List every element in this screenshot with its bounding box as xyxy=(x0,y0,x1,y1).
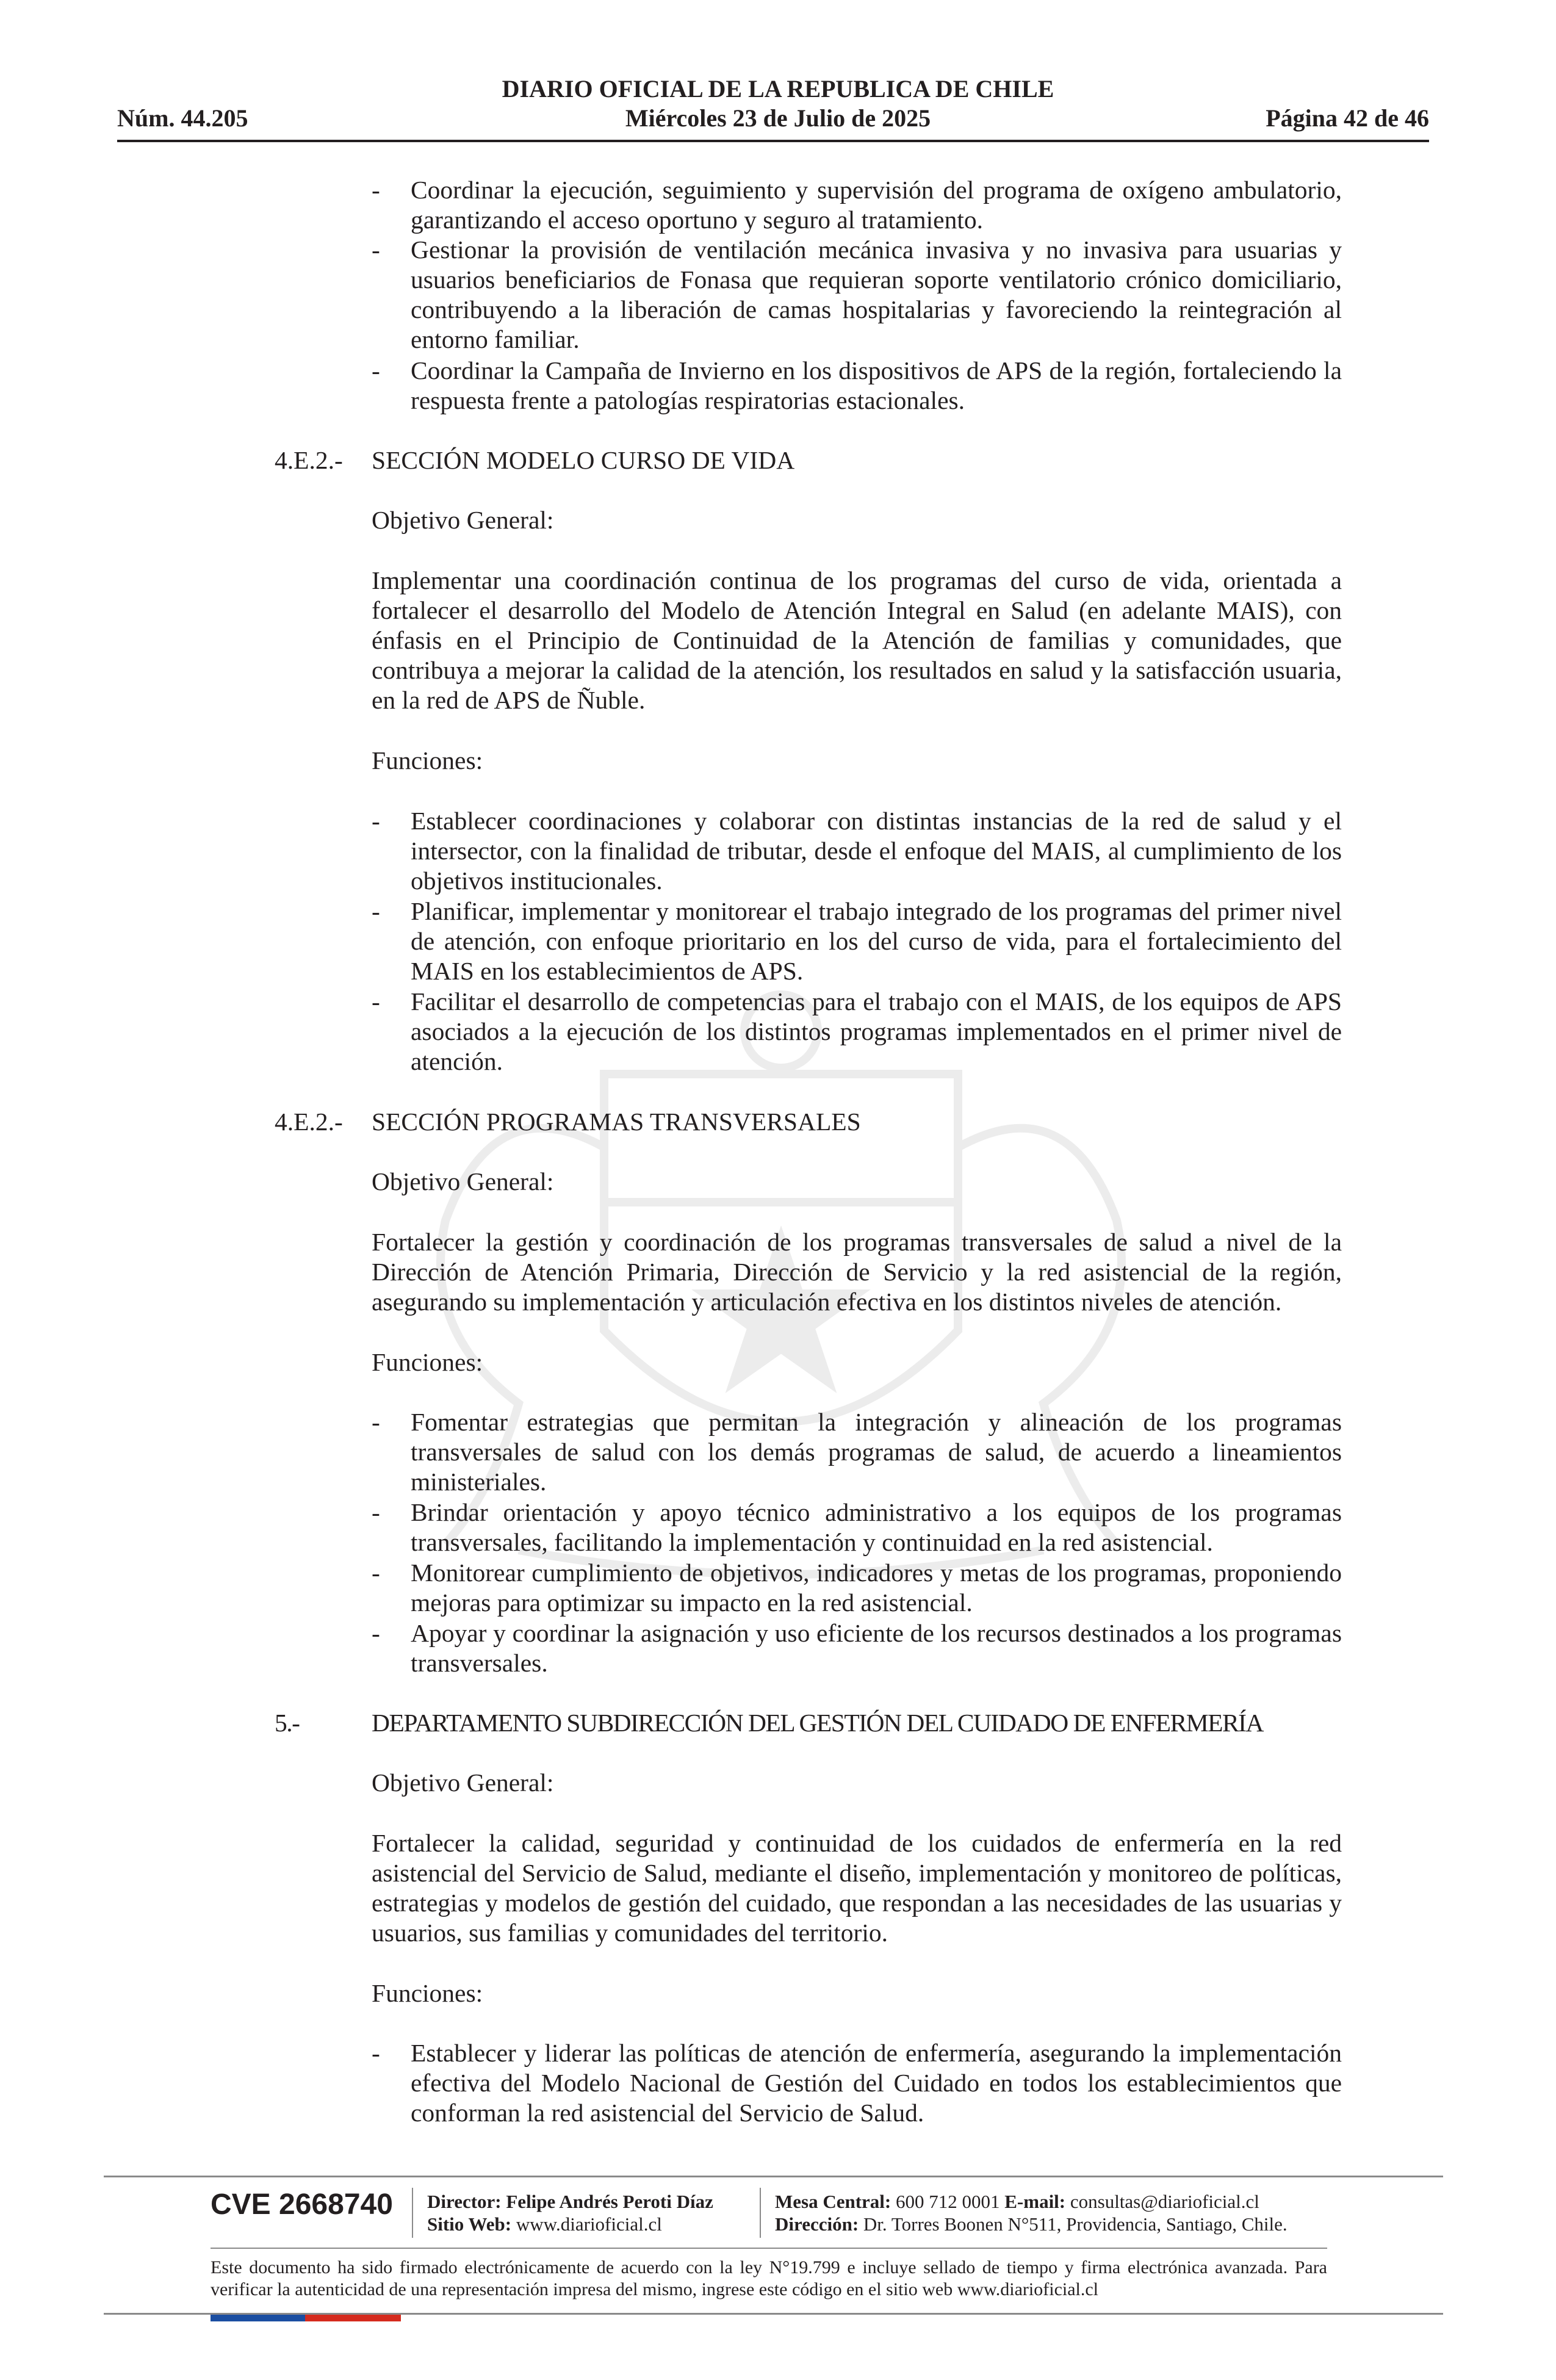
signature-note: Este documento ha sido firmado electrónicamente de acuerdo con la ley N°19.799 e incluye sellado de tiempo y firma electrónica avanzada. Para verificar la autenticidad de una representación impresa del mismo, ingrese este código en el sitio web www.diarioficial.cl xyxy=(211,2257,1327,2299)
address-line: Dirección: Dr. Torres Boonen N°511, Providencia, Santiago, Chile. xyxy=(775,2213,1288,2235)
section-title: SECCIÓN MODELO CURSO DE VIDA xyxy=(372,446,795,474)
section-title: DEPARTAMENTO SUBDIRECCIÓN DEL GESTIÓN DEL CUIDADO DE ENFERMERÍA xyxy=(372,1709,1263,1737)
cve-code: CVE 2668740 xyxy=(211,2188,393,2221)
list-item: - Establecer y liderar las políticas de atención de enfermería, asegurando la implementación efectiva del Modelo Nacional de Gestión del Cuidado en todos los establecimientos que conforman la red asistencial del Servicio de Salud. xyxy=(372,2039,1342,2127)
email-link[interactable]: consultas@diarioficial.cl xyxy=(1070,2191,1259,2212)
contact-line: Mesa Central: 600 712 0001 E-mail: consultas@diarioficial.cl xyxy=(775,2191,1259,2212)
footer-rule-inner xyxy=(211,2248,1327,2249)
objective-label: Objetivo General: xyxy=(372,506,554,534)
list-item: - Planificar, implementar y monitorear el trabajo integrado de los programas del primer nivel de atención, con enfoque prioritario en los del curso de vida, para el fortalecimiento del MAIS en los establecimientos de APS. xyxy=(372,897,1342,985)
list-item: - Coordinar la Campaña de Invierno en los dispositivos de APS de la región, fortaleciendo la respuesta frente a patologías respiratorias estacionales. xyxy=(372,356,1342,414)
list-item: - Facilitar el desarrollo de competencias para el trabajo con el MAIS, de los equipos de APS asociados a la ejecución de los distintos programas implementados en el primer nivel de atención. xyxy=(372,987,1342,1075)
list-item: - Brindar orientación y apoyo técnico administrativo a los equipos de los programas transversales, facilitando la implementación y continuidad en la red asistencial. xyxy=(372,1498,1342,1556)
page-number: Página 42 de 46 xyxy=(1266,104,1429,132)
website-link[interactable]: www.diarioficial.cl xyxy=(516,2213,662,2235)
list-item: - Establecer coordinaciones y colaborar con distintas instancias de la red de salud y el intersector, con la finalidad de tributar, desde el enfoque del MAIS, al cumplimiento de los objetivos institucionales. xyxy=(372,807,1342,895)
list-item: - Apoyar y coordinar la asignación y uso eficiente de los recursos destinados a los programas transversales. xyxy=(372,1619,1342,1677)
objective-label: Objetivo General: xyxy=(372,1769,554,1797)
list-item: - Monitorear cumplimiento de objetivos, indicadores y metas de los programas, proponiendo mejoras para optimizar su impacto en la red asistencial. xyxy=(372,1559,1342,1617)
objective-text: Fortalecer la calidad, seguridad y continuidad de los cuidados de enfermería en la red asistencial del Servicio de Salud, mediante el diseño, implementación y monitoreo de políticas, estrategias y modelos de gestión del cuidado, que respondan a las necesidades de las usuarias y usuarios, sus familias y comunidades del territorio. xyxy=(372,1829,1342,1947)
footer-rule-top xyxy=(104,2176,1443,2177)
flag-stripe-blue xyxy=(211,2315,305,2321)
newspaper-title: DIARIO OFICIAL DE LA REPUBLICA DE CHILE xyxy=(502,75,1054,103)
website-line: Sitio Web: www.diarioficial.cl xyxy=(427,2213,662,2235)
issue-number: Núm. 44.205 xyxy=(117,104,248,132)
objective-text: Fortalecer la gestión y coordinación de los programas transversales de salud a nivel de la Dirección de Atención Primaria, Dirección de Servicio y la red asistencial de la región, asegurando su implementación y articulación efectiva en los distintos niveles de atención. xyxy=(372,1228,1342,1316)
list-item: - Fomentar estrategias que permitan la integración y alineación de los programas transversales de salud con los demás programas de salud, de acuerdo a lineamientos ministeriales. xyxy=(372,1408,1342,1496)
header-rule xyxy=(117,140,1429,142)
list-item: - Gestionar la provisión de ventilación mecánica invasiva y no invasiva para usuarias y usuarios beneficiarios de Fonasa que requieran soporte ventilatorio crónico domiciliario, contribuyendo a la liberación de camas hospitalarias y favoreciendo la reintegración al entorno familiar. xyxy=(372,236,1342,353)
functions-label: Funciones: xyxy=(372,1979,483,2007)
functions-label: Funciones: xyxy=(372,746,483,774)
footer-separator xyxy=(412,2188,413,2238)
director-line: Director: Felipe Andrés Peroti Díaz xyxy=(427,2191,713,2212)
objective-text: Implementar una coordinación continua de los programas del curso de vida, orientada a fortalecer el desarrollo del Modelo de Atención Integral en Salud (en adelante MAIS), con énfasis en el Principio de Continuidad de la Atención de familias y comunidades, que contribuya a mejorar la calidad de la atención, los resultados en salud y la satisfacción usuaria, en la red de APS de Ñuble. xyxy=(372,566,1342,714)
footer-separator xyxy=(760,2188,761,2238)
functions-label: Funciones: xyxy=(372,1348,483,1376)
address-text: Dr. Torres Boonen N°511, Providencia, Santiago, Chile. xyxy=(863,2213,1288,2235)
issue-date: Miércoles 23 de Julio de 2025 xyxy=(625,104,931,132)
section-number: 4.E.2.- xyxy=(275,446,343,474)
section-number: 5.- xyxy=(275,1709,300,1737)
director-name: Felipe Andrés Peroti Díaz xyxy=(506,2191,713,2212)
section-title: SECCIÓN PROGRAMAS TRANSVERSALES xyxy=(372,1108,861,1136)
section-number: 4.E.2.- xyxy=(275,1108,343,1136)
list-item: - Coordinar la ejecución, seguimiento y supervisión del programa de oxígeno ambulatorio, garantizando el acceso oportuno y seguro al tratamiento. xyxy=(372,176,1342,234)
phone-number: 600 712 0001 xyxy=(896,2191,1000,2212)
flag-stripe-red xyxy=(305,2315,401,2321)
objective-label: Objetivo General: xyxy=(372,1167,554,1195)
